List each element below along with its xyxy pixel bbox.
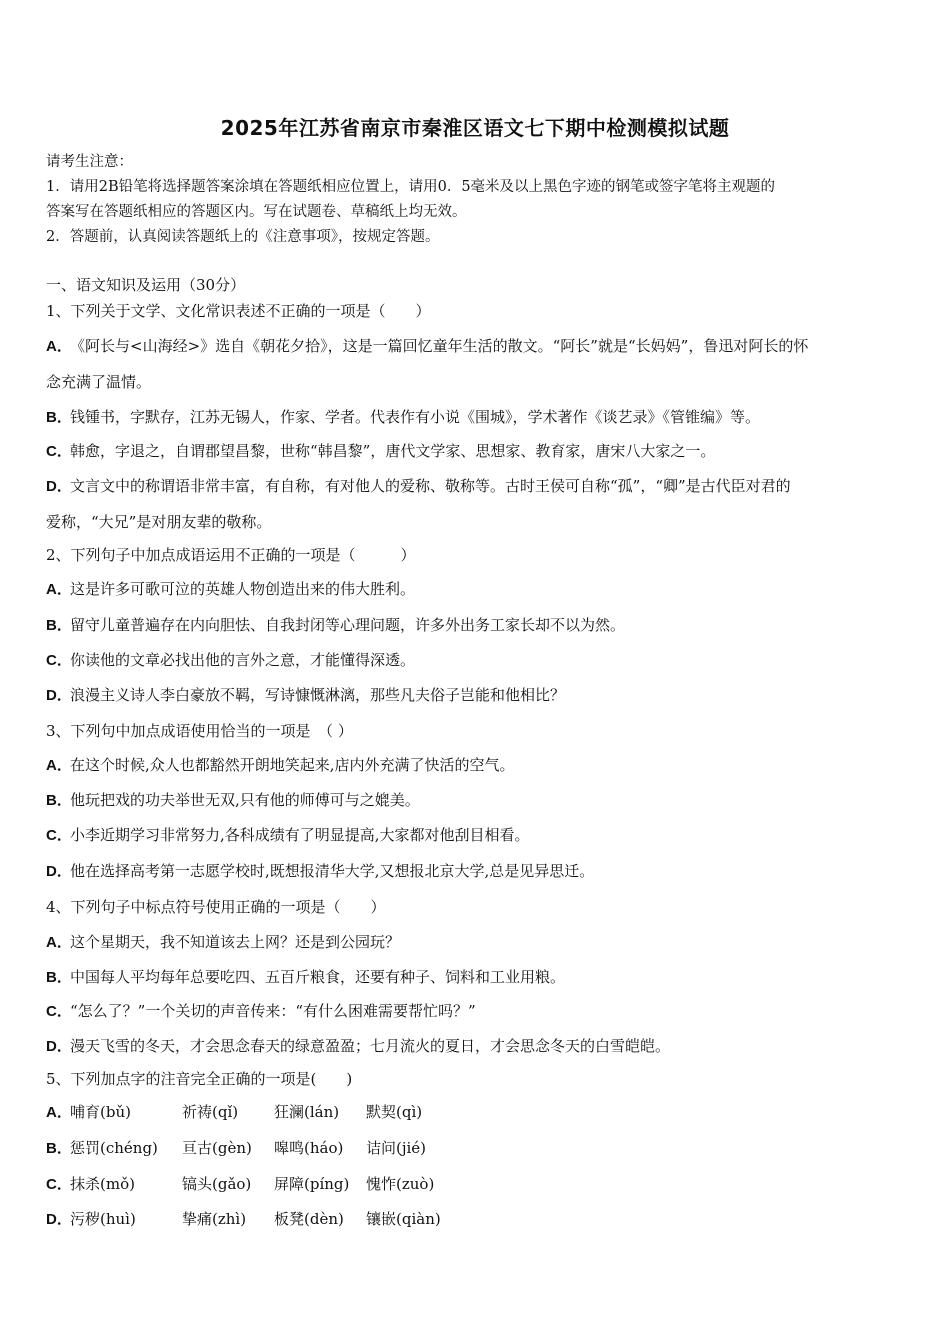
q1-option-d-cont: 爱称，“大兄”是对朋友辈的敬称。 (46, 513, 272, 531)
option-label: B． (46, 617, 72, 634)
pinyin-item: 镶嵌(qiàn) (366, 1210, 441, 1228)
option-label: D． (46, 863, 72, 880)
q1-option-a-cont: 念充满了温情。 (46, 373, 152, 391)
q4-option-c (46, 1001, 476, 1022)
notice-item-1-line-1: 1．请用2B铅笔将选择题答案涂填在答题纸相应位置上，请用0．5毫米及以上黑色字迹的钢笔或签字笔将主观题的 (46, 179, 776, 195)
q1-option-c (46, 441, 715, 462)
q3-option-c (46, 825, 530, 846)
option-label: A． (46, 1104, 72, 1121)
q5-option-a (46, 1102, 422, 1123)
option-label: C． (46, 827, 72, 844)
option-label: C． (46, 1003, 72, 1020)
option-label: C． (46, 652, 72, 669)
q1-option-a (46, 336, 808, 357)
pinyin-item: 哺育(bǔ) (70, 1103, 131, 1121)
option-text: 他在选择高考第一志愿学校时,既想报清华大学,又想报北京大学,总是见异思迁。 (70, 862, 595, 880)
option-label: D． (46, 478, 72, 495)
option-text: 漫天飞雪的冬天，才会思念春天的绿意盈盈；七月流火的夏日，才会思念冬天的白雪皑皑。 (70, 1037, 671, 1055)
option-text: 留守儿童普遍存在内向胆怯、自我封闭等心理问题，许多外出务工家长却不以为然。 (70, 616, 626, 634)
q4-option-d (46, 1036, 670, 1057)
q4-stem: 4、下列句子中标点符号使用正确的一项是（ ） (46, 898, 386, 916)
q5-option-d (46, 1209, 441, 1230)
q2-option-c (46, 650, 415, 671)
notice-heading: 请考生注意： (46, 154, 133, 170)
option-text: 这是许多可歌可泣的英雄人物创造出来的伟大胜利。 (70, 580, 416, 598)
pinyin-item: 污秽(huì) (70, 1210, 136, 1228)
option-label: A． (46, 934, 72, 951)
q1-option-b (46, 407, 760, 428)
pinyin-item: 挚痛(zhì) (182, 1210, 247, 1228)
q5-option-b (46, 1138, 426, 1159)
option-text: 中国每人平均每年总要吃四、五百斤粮食，还要有种子、饲料和工业用粮。 (70, 968, 566, 986)
option-text: 他玩把戏的功夫举世无双,只有他的师傅可与之媲美。 (70, 791, 420, 809)
option-label: A． (46, 338, 72, 355)
option-label: B． (46, 409, 72, 426)
option-text: 这个星期天，我不知道该去上网？还是到公园玩？ (70, 933, 401, 951)
pinyin-item: 板凳(dèn) (274, 1210, 344, 1228)
pinyin-item: 嗥鸣(háo) (274, 1139, 344, 1157)
option-label: B． (46, 969, 72, 986)
pinyin-item: 镐头(gǎo) (182, 1175, 252, 1193)
option-label: B． (46, 792, 72, 809)
option-label: D． (46, 687, 72, 704)
option-text: 韩愈，字退之，自谓郡望昌黎，世称“韩昌黎”，唐代文学家、思想家、教育家，唐宋八大家之一。 (70, 442, 716, 460)
option-text: “怎么了？”一个关切的声音传来：“有什么困难需要帮忙吗？” (70, 1002, 476, 1020)
option-text: 小李近期学习非常努力,各科成绩有了明显提高,大家都对他刮目相看。 (70, 826, 530, 844)
option-text: 在这个时候,众人也都豁然开朗地笑起来,店内外充满了快活的空气。 (70, 756, 515, 774)
pinyin-item: 亘古(gèn) (182, 1139, 252, 1157)
pinyin-item: 祈祷(qǐ) (182, 1103, 239, 1121)
q4-option-a (46, 932, 400, 953)
option-label: D． (46, 1038, 72, 1055)
notice-item-2: 2．答题前，认真阅读答题纸上的《注意事项》，按规定答题。 (46, 229, 440, 245)
pinyin-item: 默契(qì) (366, 1103, 423, 1121)
q3-option-d (46, 861, 594, 882)
q2-option-d (46, 685, 565, 706)
q2-option-a (46, 579, 415, 600)
q3-stem: 3、下列句中加点成语使用恰当的一项是 （ ） (46, 722, 353, 740)
q2-option-b (46, 615, 625, 636)
q5-stem: 5、下列加点字的注音完全正确的一项是( ) (46, 1070, 353, 1088)
q1-option-d (46, 476, 791, 497)
option-label: D． (46, 1211, 72, 1228)
q5-option-c (46, 1174, 434, 1195)
notice-item-1-line-2: 答案写在答题纸相应的答题区内。写在试题卷、草稿纸上均无效。 (46, 204, 467, 220)
pinyin-item: 屏障(píng) (274, 1175, 350, 1193)
option-text: 文言文中的称谓语非常丰富，有自称，有对他人的爱称、敬称等。古时王侯可自称“孤”，“卿”是古代臣对君的 (70, 477, 791, 495)
pinyin-item: 狂澜(lán) (274, 1103, 340, 1121)
option-label: A． (46, 757, 72, 774)
pinyin-item: 抹杀(mǒ) (70, 1175, 135, 1193)
q3-option-b (46, 790, 420, 811)
option-label: C． (46, 443, 72, 460)
option-label: C． (46, 1176, 72, 1193)
option-text: 你读他的文章必找出他的言外之意，才能懂得深透。 (70, 651, 416, 669)
pinyin-item: 诘问(jié) (366, 1139, 427, 1157)
q1-stem: 1、下列关于文学、文化常识表述不正确的一项是（ ） (46, 302, 431, 320)
q4-option-b (46, 967, 565, 988)
page-title: 2025年江苏省南京市秦淮区语文七下期中检测模拟试题 (220, 116, 730, 140)
option-label: B． (46, 1140, 72, 1157)
q2-stem: 2、下列句子中加点成语运用不正确的一项是（ ） (46, 546, 416, 564)
option-text: 浪漫主义诗人李白豪放不羁，写诗慷慨淋漓，那些凡夫俗子岂能和他相比？ (70, 686, 566, 704)
option-label: A． (46, 581, 72, 598)
q3-option-a (46, 755, 515, 776)
option-text: 钱锺书，字默存，江苏无锡人，作家、学者。代表作有小说《围城》，学术著作《谈艺录》《管锥编》等。 (70, 408, 761, 426)
pinyin-item: 惩罚(chéng) (70, 1139, 158, 1157)
section-heading: 一、语文知识及运用（30分） (46, 276, 246, 294)
pinyin-item: 愧怍(zuò) (366, 1175, 435, 1193)
option-text: 《阿长与<山海经>》选自《朝花夕拾》，这是一篇回忆童年生活的散文。“阿长”就是“长妈妈”，鲁迅对阿长的怀 (70, 337, 809, 355)
